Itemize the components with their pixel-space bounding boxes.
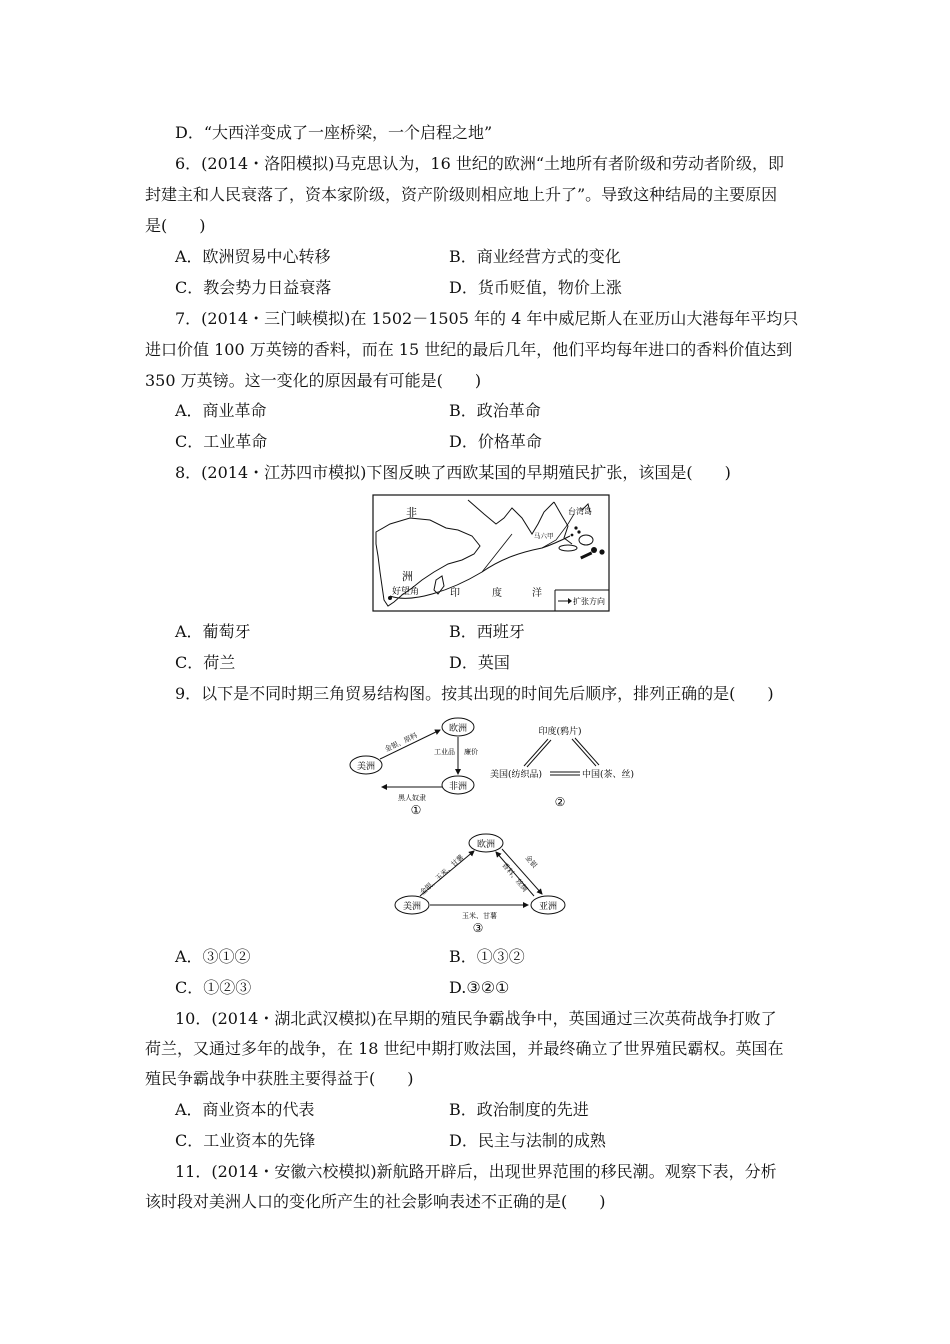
q6-text-line2: 封建主和人民衰落了，资本家阶级，资产阶级则相应地上升了”。导致这种结局的主要原因	[145, 185, 778, 204]
q9-diagram-3	[392, 830, 572, 936]
q10-option-b: B．政治制度的先进	[449, 1100, 589, 1119]
d1-america: 美洲	[356, 762, 376, 772]
q9-diagram-2	[488, 720, 638, 810]
q9-option-b: B．①③②	[449, 947, 525, 966]
d3-label-eas: 金银	[523, 853, 539, 870]
q9-text-line1: 9．以下是不同时期三角贸易结构图。按其出现的时间先后顺序，排列正确的是( )	[175, 684, 774, 703]
q10-option-a: A．商业资本的代表	[175, 1100, 315, 1119]
q10-text-line2: 荷兰，又通过多年的战争，在 18 世纪中期打败法国，并最终确立了世界殖民霸权。英国在	[145, 1039, 784, 1058]
q7-text-line3: 350 万英镑。这一变化的原因最有可能是( )	[145, 371, 482, 390]
d1-label-eaf2: 工业品	[434, 748, 455, 756]
d1-africa: 非洲	[448, 782, 468, 792]
map-label-ocean1: 印	[450, 588, 460, 599]
q6-text-line3: 是( )	[145, 216, 206, 235]
map-label-africa2: 洲	[402, 570, 413, 583]
q6-text-line1: 6．(2014・洛阳模拟)马克思认为，16 世纪的欧洲“土地所有者阶级和劳动者阶级，即	[175, 154, 785, 173]
map-label-africa1: 非	[406, 506, 417, 519]
d3-label-aas: 玉米、甘薯	[462, 912, 497, 920]
d1-label-ea: 金银、原料	[383, 731, 419, 754]
q11-text-line1: 11．(2014・安徽六校模拟)新航路开辟后，出现世界范围的移民潮。观察下表，分析	[175, 1162, 777, 1181]
q10-option-c: C．工业资本的先锋	[175, 1131, 316, 1150]
q6-option-b: B．商业经营方式的变化	[449, 247, 621, 266]
map-legend-label: 扩张方向	[573, 597, 605, 606]
d1-europe: 欧洲	[448, 724, 468, 734]
q9-option-a: A．③①②	[175, 947, 251, 966]
q11-text-line2: 该时段对美洲人口的变化所产生的社会影响表述不正确的是( )	[145, 1192, 606, 1211]
q10-text-line1: 10．(2014・湖北武汉模拟)在早期的殖民争霸战争中，英国通过三次英荷战争打败了	[175, 1009, 777, 1028]
map-label-ocean3: 洋	[532, 588, 542, 599]
d3-asia: 亚洲	[538, 902, 558, 912]
d3-europe: 欧洲	[476, 840, 496, 850]
q7-text-line2: 进口价值 100 万英镑的香料，而在 15 世纪的最后几年，他们平均每年进口的香料价值达到	[145, 340, 793, 359]
q7-option-d: D．价格革命	[449, 432, 542, 451]
d2-china: 中国(茶、丝)	[582, 770, 635, 780]
q6-option-c: C．教会势力日益衰落	[175, 278, 332, 297]
q7-option-a: A．商业革命	[175, 401, 267, 420]
q7-option-c: C．工业革命	[175, 432, 268, 451]
d3-number: ③	[472, 921, 484, 935]
q9-option-d: D.③②①	[449, 978, 510, 997]
d1-label-eaf1: 廉价	[464, 748, 478, 756]
d3-label-ae: 金银、玉米、甘薯	[418, 853, 466, 897]
q8-colonial-map	[372, 494, 610, 612]
q7-option-b: B．政治革命	[449, 401, 541, 420]
map-label-ocean2: 度	[492, 588, 502, 599]
q8-option-c: C．荷兰	[175, 653, 236, 672]
d1-number: ①	[410, 803, 422, 816]
d3-america: 美洲	[402, 902, 422, 912]
d3-label-ase: 香料、丝绸	[500, 861, 530, 894]
q8-option-a: A．葡萄牙	[175, 622, 251, 641]
q10-option-d: D．民主与法制的成熟	[449, 1131, 606, 1150]
q9-diagram-1	[346, 714, 486, 816]
q8-text-line1: 8．(2014・江苏四市模拟)下图反映了西欧某国的早期殖民扩张，该国是( )	[175, 463, 731, 482]
d2-usa: 美国(纺织品)	[490, 770, 543, 780]
q6-option-d: D．货币贬值，物价上涨	[449, 278, 622, 297]
map-label-taiwan: 台湾岛	[568, 507, 592, 516]
q10-text-line3: 殖民争霸战争中获胜主要得益于( )	[145, 1069, 414, 1088]
d2-number: ②	[554, 795, 566, 809]
d2-india: 印度(鸦片)	[538, 727, 582, 737]
q5-option-d: D．“大西洋变成了一座桥梁，一个启程之地”	[175, 123, 493, 142]
q6-option-a: A．欧洲贸易中心转移	[175, 247, 331, 266]
q8-option-b: B．西班牙	[449, 622, 525, 641]
d1-label-afa: 黑人奴隶	[398, 794, 426, 802]
q9-option-c: C．①②③	[175, 978, 252, 997]
q7-text-line1: 7．(2014・三门峡模拟)在 1502－1505 年的 4 年中威尼斯人在亚历山大港每年平均只	[175, 309, 799, 328]
map-label-cape: 好望角	[392, 587, 420, 597]
map-label-malacca: 马六甲	[534, 532, 554, 540]
q8-option-d: D．英国	[449, 653, 510, 672]
